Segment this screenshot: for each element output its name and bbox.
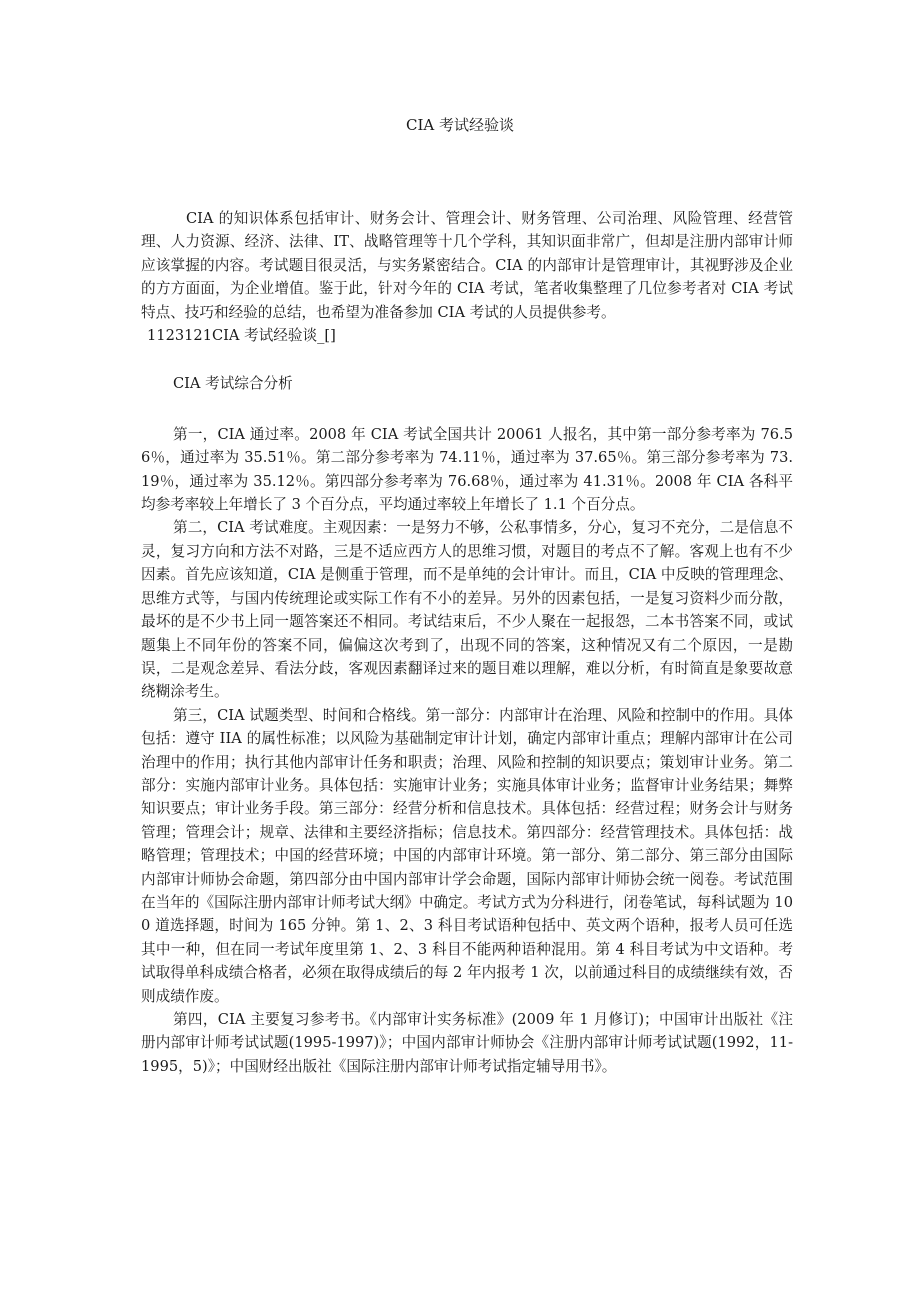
paragraph-pass-rate: 第一，CIA 通过率。2008 年 CIA 考试全国共计 20061 人报名，其中第一部分参考率为 76.56％，通过率为 35.51％。第二部分参考率为 74.11％，通过率为 37.65％。第三部分参考率为 73.19％，通过率为 35.12％。第四部分参考率为 76.68％，通过率为 41.31％。2008 年 CIA 各科平均参考率较上年增长了 3 个百分点，平均通过率较上年增长了 1.1 个百分点。 (141, 425, 793, 514)
paragraph-reference-books: 第四，CIA 主要复习参考书。《内部审计实务标准》(2009 年 1 月修订)；中国审计出版社《注册内部审计师考试试题(1995-1997)》；中国内部审计师协会《注册内部审计师考试试题(1992，11-1995，5)》；中国财经出版社《国际注册内部审计师考试指定辅导用书》。 (141, 1011, 793, 1075)
section-heading: CIA 考试综合分析 (173, 375, 293, 393)
reference-line: 1123121CIA 考试经验谈_[] (147, 327, 336, 345)
document-title: CIA 考试经验谈 (405, 116, 514, 134)
paragraph-difficulty: 第二，CIA 考试难度。主观因素：一是努力不够，公私事情多，分心，复习不充分，二是信息不灵，复习方向和方法不对路，三是不适应西方人的思维习惯，对题目的考点不了解。客观上也有不少因素。首先应该知道，CIA 是侧重于管理，而不是单纯的会计审计。而且，CIA 中反映的管理理念、思维方式等，与国内传统理论或实际工作有不小的差异。另外的因素包括，一是复习资料少而分散，最坏的是不少书上同一题答案还不相同。考试结束后，不少人聚在一起报怨，二本书答案不同，或试题集上不同年份的答案不同，偏偏这次考到了，出现不同的答案，这种情况又有二个原因，一是勘误，二是观念差异、看法分歧，客观因素翻译过来的题目难以理解，难以分析，有时简直是象要故意绕糊涂考生。 (141, 519, 793, 701)
paragraph-exam-types: 第三，CIA 试题类型、时间和合格线。第一部分：内部审计在治理、风险和控制中的作用。具体包括：遵守 IIA 的属性标准；以风险为基础制定审计计划，确定内部审计重点；理解内部审计在公司治理中的作用；执行其他内部审计任务和职责；治理、风险和控制的知识要点；策划审计业务。第二部分：实施内部审计业务。具体包括：实施审计业务；实施具体审计业务；监督审计业务结果；舞弊知识要点；审计业务手段。第三部分：经营分析和信息技术。具体包括：经营过程；财务会计与财务管理；管理会计；规章、法律和主要经济指标；信息技术。第四部分：经营管理技术。具体包括：战略管理；管理技术；中国的经营环境；中国的内部审计环境。第一部分、第二部分、第三部分由国际内部审计师协会命题，第四部分由中国内部审计学会命题，国际内部审计师协会统一阅卷。考试范围在当年的《国际注册内部审计师考试大纲》中确定。考试方式为分科进行，闭卷笔试，每科试题为 100 道选择题，时间为 165 分钟。第 1、2、3 科目考试语种包括中、英文两个语种，报考人员可任选其中一种，但在同一考试年度里第 1、2、3 科目不能两种语种混用。第 4 科目考试为中文语种。考试取得单科成绩合格者，必须在取得成绩后的每 2 年内报考 1 次，以前通过科目的成绩继续有效，否则成绩作废。 (141, 706, 793, 1005)
intro-paragraph: CIA 的知识体系包括审计、财务会计、管理会计、财务管理、公司治理、风险管理、经营管理、人力资源、经济、法律、IT、战略管理等十几个学科，其知识面非常广，但却是注册内部审计师应该掌握的内容。考试题目很灵活，与实务紧密结合。CIA 的内部审计是管理审计，其视野涉及企业的方方面面，为企业增值。鉴于此，针对今年的 CIA 考试，笔者收集整理了几位参考者对 CIA 考试特点、技巧和经验的总结，也希望为准备参加 CIA 考试的人员提供参考。 (141, 210, 793, 321)
document-body (141, 207, 793, 1078)
